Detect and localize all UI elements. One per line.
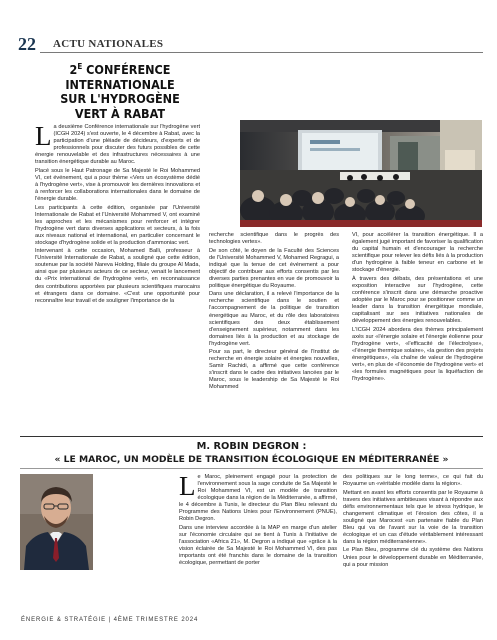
lead-text: a deuxième Conférence internationale sur l'hydrogène vert (ICGH 2024) s'est ouverte, le 4 décembre à Rabat, avec la participation d'une pléiade de décideurs, d'experts et de professionnels pour discuter des futurs possibles de cette énergie renouvelable et des infrastructures nécessaires à une transition énergétique durable au Maroc.	[35, 124, 200, 166]
lead-paragraph	[35, 124, 200, 166]
paragraph: À travers des débats, des présentations et une exposition interactive sur l'hydrogène, cette conférence s'inscrit dans une démarche proactive adoptée par le Maroc pour se positionner comme un leader dans la transition énergétique mondiale, capitalisant sur ses initiatives nationales de développement des énergies renouvelables.	[352, 275, 483, 325]
lead-paragraph	[179, 474, 337, 523]
article2-column-3	[343, 474, 483, 570]
article1-title	[53, 60, 188, 121]
drop-cap: L	[179, 474, 196, 501]
header-rule	[40, 52, 483, 53]
conference-photo	[240, 120, 482, 227]
paragraph: L'ICGH 2024 abordera des thèmes principalement axés sur «l'énergie solaire et l'énergie éolienne pour l'hydrogène vert», «l'efficacité de l'électrolyse», «l'énergie thermique solaire», «la gestion des projets énergétiques», «la chaîne de valeur de l'hydrogène vert», en plus de «l'économie de l'hydrogène vert» et «les formules magnétiques pour la liquéfaction de l'hydrogène».	[352, 326, 483, 382]
article1-column-1	[35, 124, 200, 306]
paragraph: des politiques sur le long terme», ce qui fait du Royaume un «véritable modèle dans la région».	[343, 474, 483, 488]
paragraph: Les participants à cette édition, organisée par l'Université Internationale de Rabat et l'Université Mohammed V, ont examiné les approches et les mécanismes pour renforcer et intégrer l'hydrogène vert dans diverses applications et secteurs, à la fois aux niveaux national et international, en particulier concernant le stockage d'hydrogène solide et la production d'ammoniac vert.	[35, 204, 200, 246]
article-separator	[20, 436, 483, 437]
drop-cap: L	[35, 124, 52, 151]
article2-title-rule	[20, 468, 483, 469]
article2-column-2	[179, 474, 337, 569]
paragraph: Intervenant à cette occasion, Mohamed Balli, professeur à l'Université Internationale de Rabat, a souligné que cette édition, soutenue par la société Nareva Holding, filiale du groupe Al Mada, ainsi que par plusieurs acteurs de ce secteur, venait le lancement du «Prix international de l'hydrogène vert», en reconnaissance des contributions apportées par plusieurs scientifiques marocains et étrangers dans ce domaine. «C'est une opportunité pour reconnaître leur travail et de souligner l'importance de la	[35, 248, 200, 304]
title-ordinal: 2	[69, 62, 78, 78]
paragraph: De son côté, le doyen de la Faculté des Sciences de l'Université Mohammed V, Mohamed Regragui, a indiqué que la tenue de cet événement a pour objectif de contribuer aux efforts consentis par les diverses parties prenantes en vue de promouvoir la politique énergétique du Royaume.	[209, 247, 339, 289]
paragraph: Dans une déclaration, il a relevé l'importance de la recherche scientifique dans le soutien et l'accompagnement de la politique de transition énergétique au Maroc, et du rôle des laboratoires scientifiques des deux établissement d'enseignement supérieur, notamment dans les domaines liés à la production et au stockage de l'hydrogène vert.	[209, 291, 339, 347]
title-ordinal-sup: E	[77, 62, 83, 71]
article1-column-2	[209, 232, 339, 393]
paragraph: Le Plan Bleu, programme clé du système des Nations Unies pour le développement durable en Méditerranée, qui a pour mission	[343, 547, 483, 568]
portrait-photo	[20, 474, 93, 570]
paragraph: recherche scientifique dans le progrès des technologies vertes».	[209, 232, 339, 246]
article2-title-line1: M. ROBIN DEGRON :	[196, 441, 307, 452]
page-footer: ÉNERGIE & STRATÉGIE | 4ÈME TRIMESTRE 2024	[21, 617, 199, 623]
paragraph: Pour sa part, le directeur général de l'Institut de recherche en énergie solaire et énergies nouvelles, Samir Rachidi, a affirmé que cette conférence s'inscrit dans le cadre des initiatives lancées par le Maroc, sous le leadership de Sa Majesté le Roi Mohammed	[209, 349, 339, 391]
paragraph: Mettant en avant les efforts consentis par le Royaume à travers des initiatives ambitieuses visant à répondre aux défis environnementaux tels que le stress hydrique, le changement climatique et l'érosion des côtes, il a souligné que Marocest «un partenaire fiable du Plan Bleu qui va de l'avant sur la voie de la transition écologique et un cas d'étude véritablement intéressant dans la région méditerranéenne».	[343, 489, 483, 545]
paragraph: VI, pour accélérer la transition énergétique. Il a également jugé important de favoriser la qualification du capital humain et d'encourager la recherche scientifique pour relever les défis liés à la production d'un hydrogène à faible teneur en carbone et le stockage d'énergie.	[352, 232, 483, 274]
paragraph: Placé sous le Haut Patronage de Sa Majesté le Roi Mohammed VI, cet événement, qui a pour thème «Vers un écosystème dédié à l'hydrogène vert», vise à promouvoir les dernières innovations et à renforcer les collaborations internationales dans le domaine de l'énergie durable.	[35, 167, 200, 202]
article1-column-3	[352, 232, 483, 384]
section-title: ACTU NATIONALES	[53, 38, 164, 50]
page-number: 22	[18, 34, 36, 54]
paragraph: Dans une interview accordée à la MAP en marge d'un atelier sur l'économie circulaire qui se tient à Tunis à l'initiative de l'association «Africa 21», M. Degron a indiqué que «grâce à la vision éclairée de Sa Majesté le Roi Mohammed VI, des pas importants ont été franchis dans le domaine de la transition écologique, permettant de porter	[179, 524, 337, 567]
article2-title-line2: « LE MAROC, UN MODÈLE DE TRANSITION ÉCOLOGIQUE EN MÉDITERRANÉE »	[54, 454, 449, 465]
page-header	[18, 34, 483, 54]
title-text: CONFÉRENCE INTERNATIONALE SUR L'HYDROGÈNE VERT À RABAT	[60, 62, 180, 121]
lead-text: e Maroc, pleinement engagé pour la protection de l'environnement sous la sage conduite de Sa Majesté le Roi Mohammed VI, est un modèle de transition écologique dans la région de la Méditerranée, a affirmé, le 4 décembre à Tunis, le directeur du Plan Bleu relevant du Programme des Nations Unies pour l'Environnement (PNUE), Robin Degron.	[179, 474, 337, 523]
